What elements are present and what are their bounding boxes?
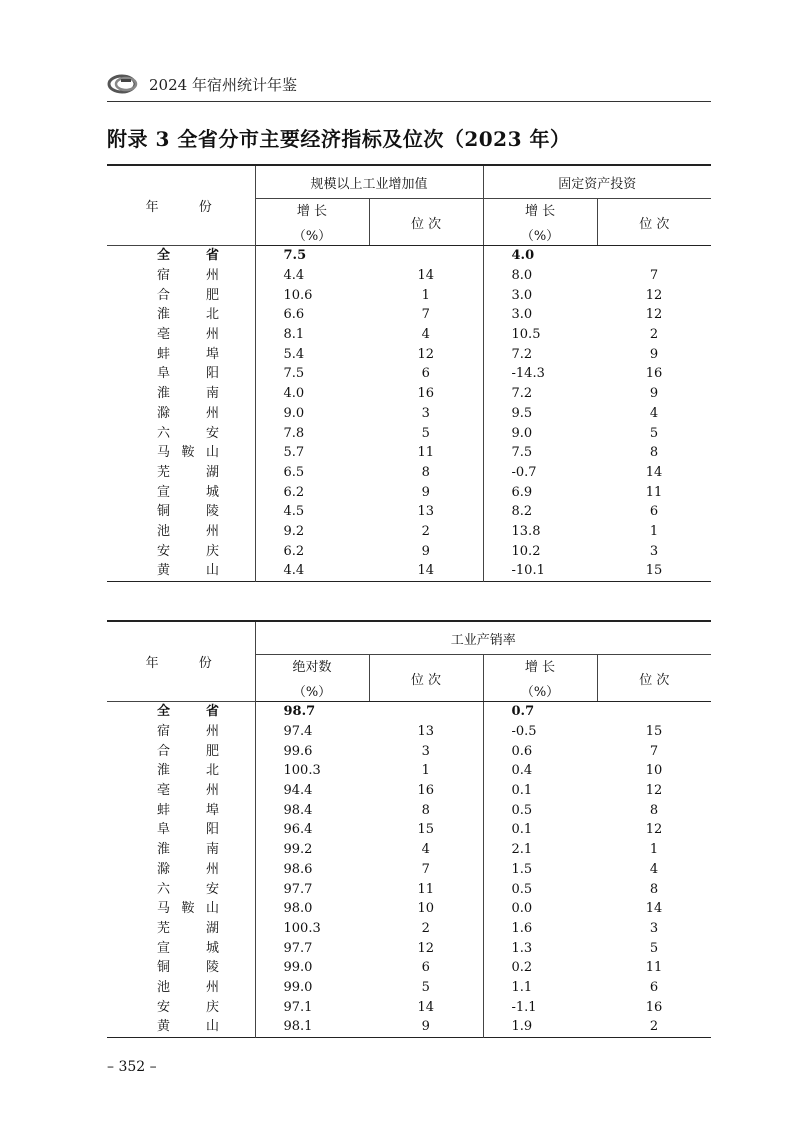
- table-row: [107, 741, 711, 761]
- value-cell: 96.4: [283, 822, 313, 838]
- value-cell: 4.5: [283, 504, 305, 520]
- value-cell: 0.1: [511, 822, 533, 838]
- rank-cell: 16: [645, 999, 663, 1015]
- industrial-sales-ratio-table: [107, 620, 711, 1038]
- header-rule: [107, 101, 711, 102]
- value-cell: 98.0: [283, 901, 313, 917]
- region-name-text: 合肥: [157, 743, 219, 759]
- value-cell: 99.2: [283, 842, 313, 858]
- col-header-unit: （%）: [520, 685, 560, 700]
- region-name-text: 全省: [157, 248, 219, 264]
- table-row: [107, 997, 711, 1017]
- value-cell: -0.7: [511, 464, 537, 480]
- rank-cell: 10: [369, 899, 483, 919]
- table-row: [107, 463, 711, 483]
- col-header-label: 增 长: [296, 204, 328, 219]
- value-cell: -10.1: [511, 563, 545, 579]
- table-row: [107, 702, 711, 722]
- value-cell: 97.1: [283, 999, 313, 1015]
- table-body: [107, 246, 711, 582]
- rank-cell: [597, 246, 711, 266]
- col-header-unit: （%）: [292, 229, 332, 244]
- value-cell: 0.1: [511, 783, 533, 799]
- value-cell: 10.6: [283, 287, 313, 303]
- rank-cell: 12: [369, 938, 483, 958]
- value-cell: 7.2: [511, 386, 533, 402]
- region-name-text: 蚌埠: [157, 346, 219, 362]
- region-name: [107, 741, 255, 761]
- value-cell: 10.5: [511, 327, 541, 343]
- value-cell: 97.7: [283, 940, 313, 956]
- rank-cell: 3: [369, 404, 483, 424]
- table-row: [107, 423, 711, 443]
- rank-cell: 9: [369, 482, 483, 502]
- table-row: [107, 502, 711, 522]
- rank-cell: 9: [649, 346, 659, 362]
- table-row: [107, 404, 711, 424]
- region-name: [107, 702, 255, 722]
- rank-cell: 2: [369, 919, 483, 939]
- rank-cell: 11: [369, 879, 483, 899]
- value-cell: 4.0: [283, 386, 305, 402]
- table-row: [107, 246, 711, 266]
- rank-cell: 1: [369, 285, 483, 305]
- rank-cell: 2: [649, 327, 659, 343]
- region-name: [107, 879, 255, 899]
- region-name: [107, 978, 255, 998]
- region-name: [107, 482, 255, 502]
- table-row: [107, 722, 711, 742]
- value-cell: 0.7: [511, 704, 535, 720]
- region-name: [107, 1017, 255, 1037]
- table-row: [107, 384, 711, 404]
- region-name: [107, 423, 255, 443]
- region-name: [107, 246, 255, 266]
- value-cell: 7.8: [283, 425, 305, 441]
- col-header-label: 增 长: [524, 660, 556, 675]
- value-cell: -1.1: [511, 999, 537, 1015]
- industry-investment-table: [107, 164, 711, 582]
- rank-cell: 5: [649, 940, 659, 956]
- region-name: [107, 502, 255, 522]
- region-name: [107, 522, 255, 542]
- rank-cell: 6: [369, 364, 483, 384]
- yearbook-logo-icon: [107, 73, 141, 95]
- region-name-text: 全省: [157, 704, 219, 720]
- rank-cell: 8: [369, 800, 483, 820]
- rank-cell: 9: [369, 541, 483, 561]
- rank-cell: 6: [649, 504, 659, 520]
- region-name-text: 黄山: [157, 563, 219, 579]
- table-row: [107, 364, 711, 384]
- rank-cell: 6: [369, 958, 483, 978]
- value-cell: 9.0: [511, 425, 533, 441]
- value-cell: 1.5: [511, 861, 533, 877]
- table-row: [107, 266, 711, 286]
- region-name: [107, 958, 255, 978]
- region-name: [107, 997, 255, 1017]
- group-header-fixed-asset-investment: 固定资产投资: [483, 165, 711, 199]
- rank-cell: 15: [645, 724, 663, 740]
- rank-cell: 7: [369, 860, 483, 880]
- region-name-text: 池州: [157, 523, 219, 539]
- rank-cell: 3: [369, 741, 483, 761]
- rank-cell: 11: [645, 484, 663, 500]
- region-name: [107, 325, 255, 345]
- value-cell: 3.0: [511, 307, 533, 323]
- value-cell: 10.2: [511, 543, 541, 559]
- region-name: [107, 443, 255, 463]
- value-cell: -0.5: [511, 724, 537, 740]
- value-cell: 7.5: [283, 366, 305, 382]
- header-text: 2024 年宿州统计年鉴: [149, 75, 297, 94]
- table-row: [107, 325, 711, 345]
- col-header-label: 绝对数: [292, 660, 332, 675]
- region-name-text: 铜陵: [157, 504, 219, 520]
- value-cell: 97.4: [283, 724, 313, 740]
- value-cell: 99.0: [283, 979, 313, 995]
- value-cell: 0.5: [511, 802, 533, 818]
- table-row: [107, 443, 711, 463]
- col-header-growth: [483, 199, 597, 246]
- value-cell: 0.6: [511, 743, 533, 759]
- value-cell: 5.4: [283, 346, 305, 362]
- rank-cell: 2: [369, 522, 483, 542]
- region-name: [107, 800, 255, 820]
- table-row: [107, 344, 711, 364]
- region-name: [107, 781, 255, 801]
- rank-cell: [597, 702, 711, 722]
- region-name-text: 亳州: [157, 327, 219, 343]
- rank-cell: 13: [369, 502, 483, 522]
- region-name: [107, 761, 255, 781]
- value-cell: 6.6: [283, 307, 305, 323]
- region-name-text: 池州: [157, 979, 219, 995]
- rank-cell: 14: [369, 561, 483, 581]
- rank-cell: 16: [645, 366, 663, 382]
- region-name: [107, 938, 255, 958]
- rank-cell: 2: [649, 1019, 659, 1035]
- value-cell: 6.2: [283, 484, 305, 500]
- region-name-text: 马鞍山: [157, 901, 219, 917]
- table-row: [107, 761, 711, 781]
- region-name: [107, 840, 255, 860]
- rank-cell: 6: [649, 979, 659, 995]
- region-name: [107, 266, 255, 286]
- value-cell: 4.4: [283, 268, 305, 284]
- rank-cell: 13: [369, 722, 483, 742]
- region-name-text: 合肥: [157, 287, 219, 303]
- region-name: [107, 860, 255, 880]
- region-name-text: 蚌埠: [157, 802, 219, 818]
- rank-cell: 15: [369, 820, 483, 840]
- rank-cell: 8: [649, 881, 659, 897]
- table-row: [107, 561, 711, 581]
- region-name-text: 淮南: [157, 386, 219, 402]
- region-name: [107, 285, 255, 305]
- value-cell: 8.2: [511, 504, 533, 520]
- value-cell: 7.2: [511, 346, 533, 362]
- rank-cell: 4: [369, 325, 483, 345]
- region-name-text: 阜阳: [157, 366, 219, 382]
- rank-cell: [369, 702, 483, 722]
- value-cell: 98.7: [283, 704, 316, 720]
- value-cell: 0.4: [511, 763, 533, 779]
- rank-cell: 7: [649, 743, 659, 759]
- rank-cell: 11: [369, 443, 483, 463]
- region-name-text: 淮南: [157, 842, 219, 858]
- value-cell: 4.0: [511, 248, 535, 264]
- rank-cell: 14: [645, 464, 663, 480]
- rank-cell: 8: [369, 463, 483, 483]
- row-header: 年 份: [107, 621, 255, 702]
- region-name-text: 铜陵: [157, 960, 219, 976]
- rank-cell: 7: [369, 305, 483, 325]
- value-cell: 98.6: [283, 861, 313, 877]
- region-name: [107, 541, 255, 561]
- value-cell: 1.3: [511, 940, 533, 956]
- region-name-text: 芜湖: [157, 464, 219, 480]
- col-header-rank: 位 次: [369, 199, 483, 246]
- value-cell: 7.5: [511, 445, 533, 461]
- rank-cell: 1: [649, 523, 659, 539]
- region-name: [107, 919, 255, 939]
- value-cell: 1.6: [511, 920, 533, 936]
- rank-cell: 10: [645, 763, 663, 779]
- region-name: [107, 820, 255, 840]
- value-cell: 4.4: [283, 563, 305, 579]
- rank-cell: 3: [649, 920, 659, 936]
- value-cell: 97.7: [283, 881, 313, 897]
- value-cell: 0.5: [511, 881, 533, 897]
- region-name: [107, 364, 255, 384]
- value-cell: 0.0: [511, 901, 533, 917]
- region-name: [107, 899, 255, 919]
- value-cell: 6.5: [283, 464, 305, 480]
- region-name-text: 马鞍山: [157, 445, 219, 461]
- value-cell: 9.2: [283, 523, 305, 539]
- rank-cell: 15: [645, 563, 663, 579]
- rank-cell: 11: [645, 960, 663, 976]
- region-name-text: 亳州: [157, 783, 219, 799]
- running-header: [107, 70, 297, 98]
- rank-cell: 5: [369, 423, 483, 443]
- region-name-text: 淮北: [157, 763, 219, 779]
- rank-cell: 9: [649, 386, 659, 402]
- table-row: [107, 840, 711, 860]
- row-header: 年 份: [107, 165, 255, 246]
- region-name: [107, 463, 255, 483]
- table-row: [107, 879, 711, 899]
- col-header-rank: 位 次: [597, 199, 711, 246]
- value-cell: 1.9: [511, 1019, 533, 1035]
- rank-cell: 12: [369, 344, 483, 364]
- table-row: [107, 482, 711, 502]
- table-row: [107, 938, 711, 958]
- region-name-text: 阜阳: [157, 822, 219, 838]
- page-title: 附录 3 全省分市主要经济指标及位次（2023 年）: [107, 127, 571, 151]
- rank-cell: 4: [649, 861, 659, 877]
- value-cell: 9.0: [283, 405, 305, 421]
- region-name: [107, 404, 255, 424]
- table-row: [107, 800, 711, 820]
- col-header-growth: [255, 199, 369, 246]
- region-name: [107, 561, 255, 581]
- group-header-industrial-value-added: 规模以上工业增加值: [255, 165, 483, 199]
- rank-cell: 4: [369, 840, 483, 860]
- table-row: [107, 305, 711, 325]
- table-row: [107, 820, 711, 840]
- rank-cell: 12: [645, 287, 663, 303]
- rank-cell: 9: [369, 1017, 483, 1037]
- rank-cell: 16: [369, 781, 483, 801]
- region-name-text: 六安: [157, 425, 219, 441]
- table-row: [107, 860, 711, 880]
- region-name-text: 黄山: [157, 1019, 219, 1035]
- value-cell: 8.1: [283, 327, 305, 343]
- value-cell: 9.5: [511, 405, 533, 421]
- col-header-rank: 位 次: [597, 655, 711, 702]
- rank-cell: 16: [369, 384, 483, 404]
- region-name-text: 安庆: [157, 543, 219, 559]
- region-name-text: 淮北: [157, 307, 219, 323]
- rank-cell: 1: [369, 761, 483, 781]
- region-name-text: 宣城: [157, 940, 219, 956]
- col-header-growth: [483, 655, 597, 702]
- rank-cell: 14: [369, 266, 483, 286]
- rank-cell: 8: [649, 802, 659, 818]
- rank-cell: [369, 246, 483, 266]
- value-cell: 13.8: [511, 523, 541, 539]
- table-row: [107, 285, 711, 305]
- col-header-unit: （%）: [292, 685, 332, 700]
- col-header-label: 增 长: [524, 204, 556, 219]
- table-body: [107, 702, 711, 1038]
- value-cell: 100.3: [283, 920, 321, 936]
- rank-cell: 12: [645, 822, 663, 838]
- value-cell: 99.0: [283, 960, 313, 976]
- rank-cell: 12: [645, 783, 663, 799]
- value-cell: 99.6: [283, 743, 313, 759]
- rank-cell: 5: [369, 978, 483, 998]
- value-cell: 100.3: [283, 763, 321, 779]
- rank-cell: 14: [369, 997, 483, 1017]
- value-cell: 8.0: [511, 268, 533, 284]
- group-header-industrial-sales-ratio: 工业产销率: [255, 621, 711, 655]
- table-row: [107, 781, 711, 801]
- value-cell: 94.4: [283, 783, 313, 799]
- table-row: [107, 899, 711, 919]
- rank-cell: 4: [649, 405, 659, 421]
- region-name: [107, 722, 255, 742]
- rank-cell: 14: [645, 901, 663, 917]
- region-name: [107, 384, 255, 404]
- table-row: [107, 919, 711, 939]
- rank-cell: 12: [645, 307, 663, 323]
- region-name-text: 宿州: [157, 724, 219, 740]
- region-name: [107, 305, 255, 325]
- value-cell: 3.0: [511, 287, 533, 303]
- value-cell: 6.9: [511, 484, 533, 500]
- rank-cell: 5: [649, 425, 659, 441]
- value-cell: 6.2: [283, 543, 305, 559]
- col-header-unit: （%）: [520, 229, 560, 244]
- rank-cell: 7: [649, 268, 659, 284]
- region-name-text: 安庆: [157, 999, 219, 1015]
- col-header-rank: 位 次: [369, 655, 483, 702]
- table-row: [107, 1017, 711, 1037]
- page-number: – 352 –: [107, 1059, 157, 1075]
- value-cell: 1.1: [511, 979, 533, 995]
- value-cell: 7.5: [283, 248, 307, 264]
- region-name-text: 宿州: [157, 268, 219, 284]
- value-cell: 98.4: [283, 802, 313, 818]
- region-name: [107, 344, 255, 364]
- value-cell: 5.7: [283, 445, 305, 461]
- table-row: [107, 522, 711, 542]
- region-name-text: 滁州: [157, 861, 219, 877]
- value-cell: 0.2: [511, 960, 533, 976]
- value-cell: 98.1: [283, 1019, 313, 1035]
- rank-cell: 3: [649, 543, 659, 559]
- value-cell: -14.3: [511, 366, 545, 382]
- rank-cell: 8: [649, 445, 659, 461]
- col-header-absolute: [255, 655, 369, 702]
- region-name-text: 六安: [157, 881, 219, 897]
- value-cell: 2.1: [511, 842, 533, 858]
- table-row: [107, 958, 711, 978]
- region-name-text: 滁州: [157, 405, 219, 421]
- table-row: [107, 978, 711, 998]
- region-name-text: 宣城: [157, 484, 219, 500]
- table-row: [107, 541, 711, 561]
- rank-cell: 1: [649, 842, 659, 858]
- region-name-text: 芜湖: [157, 920, 219, 936]
